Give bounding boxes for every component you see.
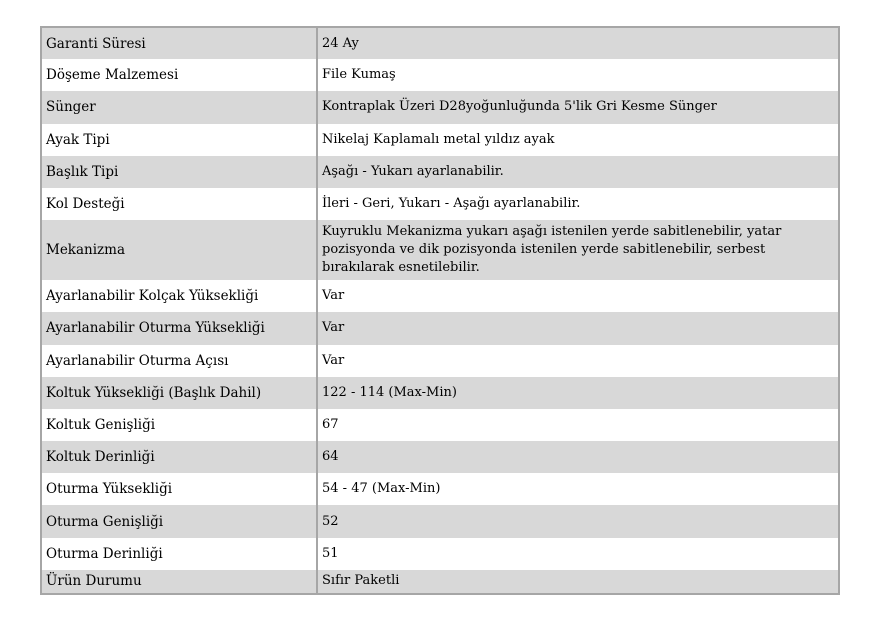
spec-label: Koltuk Yüksekliği (Başlık Dahil) xyxy=(41,377,317,409)
spec-value: Var xyxy=(317,312,839,344)
spec-value: Var xyxy=(317,280,839,312)
table-row xyxy=(41,91,839,123)
spec-label: Koltuk Derinliği xyxy=(41,441,317,473)
spec-value: 54 - 47 (Max-Min) xyxy=(317,473,839,505)
spec-value: 64 xyxy=(317,441,839,473)
table-row xyxy=(41,538,839,570)
table-row xyxy=(41,156,839,188)
table-row xyxy=(41,570,839,594)
table-row xyxy=(41,377,839,409)
spec-label: Garanti Süresi xyxy=(41,27,317,59)
table-row xyxy=(41,505,839,537)
spec-label: Oturma Yüksekliği xyxy=(41,473,317,505)
table-row xyxy=(41,124,839,156)
table-row xyxy=(41,220,839,280)
spec-table xyxy=(40,26,840,595)
spec-label: Mekanizma xyxy=(41,220,317,280)
table-row xyxy=(41,27,839,59)
spec-value: 51 xyxy=(317,538,839,570)
spec-value: File Kumaş xyxy=(317,59,839,91)
spec-label: Başlık Tipi xyxy=(41,156,317,188)
spec-value: Sıfır Paketli xyxy=(317,570,839,594)
table-row xyxy=(41,409,839,441)
spec-value: Aşağı - Yukarı ayarlanabilir. xyxy=(317,156,839,188)
spec-value: Var xyxy=(317,345,839,377)
table-row xyxy=(41,441,839,473)
spec-label: Kol Desteği xyxy=(41,188,317,220)
spec-label: Ayarlanabilir Oturma Açısı xyxy=(41,345,317,377)
spec-label: Koltuk Genişliği xyxy=(41,409,317,441)
table-row xyxy=(41,280,839,312)
table-row xyxy=(41,312,839,344)
table-row xyxy=(41,473,839,505)
spec-value: 122 - 114 (Max-Min) xyxy=(317,377,839,409)
spec-value: İleri - Geri, Yukarı - Aşağı ayarlanabilir. xyxy=(317,188,839,220)
table-row xyxy=(41,188,839,220)
table-row xyxy=(41,345,839,377)
spec-value: Nikelaj Kaplamalı metal yıldız ayak xyxy=(317,124,839,156)
spec-label: Ürün Durumu xyxy=(41,570,317,594)
spec-value: Kontraplak Üzeri D28yoğunluğunda 5'lik Gri Kesme Sünger xyxy=(317,91,839,123)
table-row xyxy=(41,59,839,91)
spec-label: Oturma Derinliği xyxy=(41,538,317,570)
spec-label: Ayarlanabilir Kolçak Yüksekliği xyxy=(41,280,317,312)
spec-value: 52 xyxy=(317,505,839,537)
spec-label: Oturma Genişliği xyxy=(41,505,317,537)
spec-label: Ayak Tipi xyxy=(41,124,317,156)
spec-label: Döşeme Malzemesi xyxy=(41,59,317,91)
spec-value: 67 xyxy=(317,409,839,441)
spec-value: 24 Ay xyxy=(317,27,839,59)
spec-value: Kuyruklu Mekanizma yukarı aşağı istenilen yerde sabitlenebilir, yatar pozisyonda ve dik pozisyonda istenilen yerde sabitlenebilir, serbest bırakılarak esnetilebilir. xyxy=(317,220,839,280)
spec-label: Sünger xyxy=(41,91,317,123)
spec-label: Ayarlanabilir Oturma Yüksekliği xyxy=(41,312,317,344)
